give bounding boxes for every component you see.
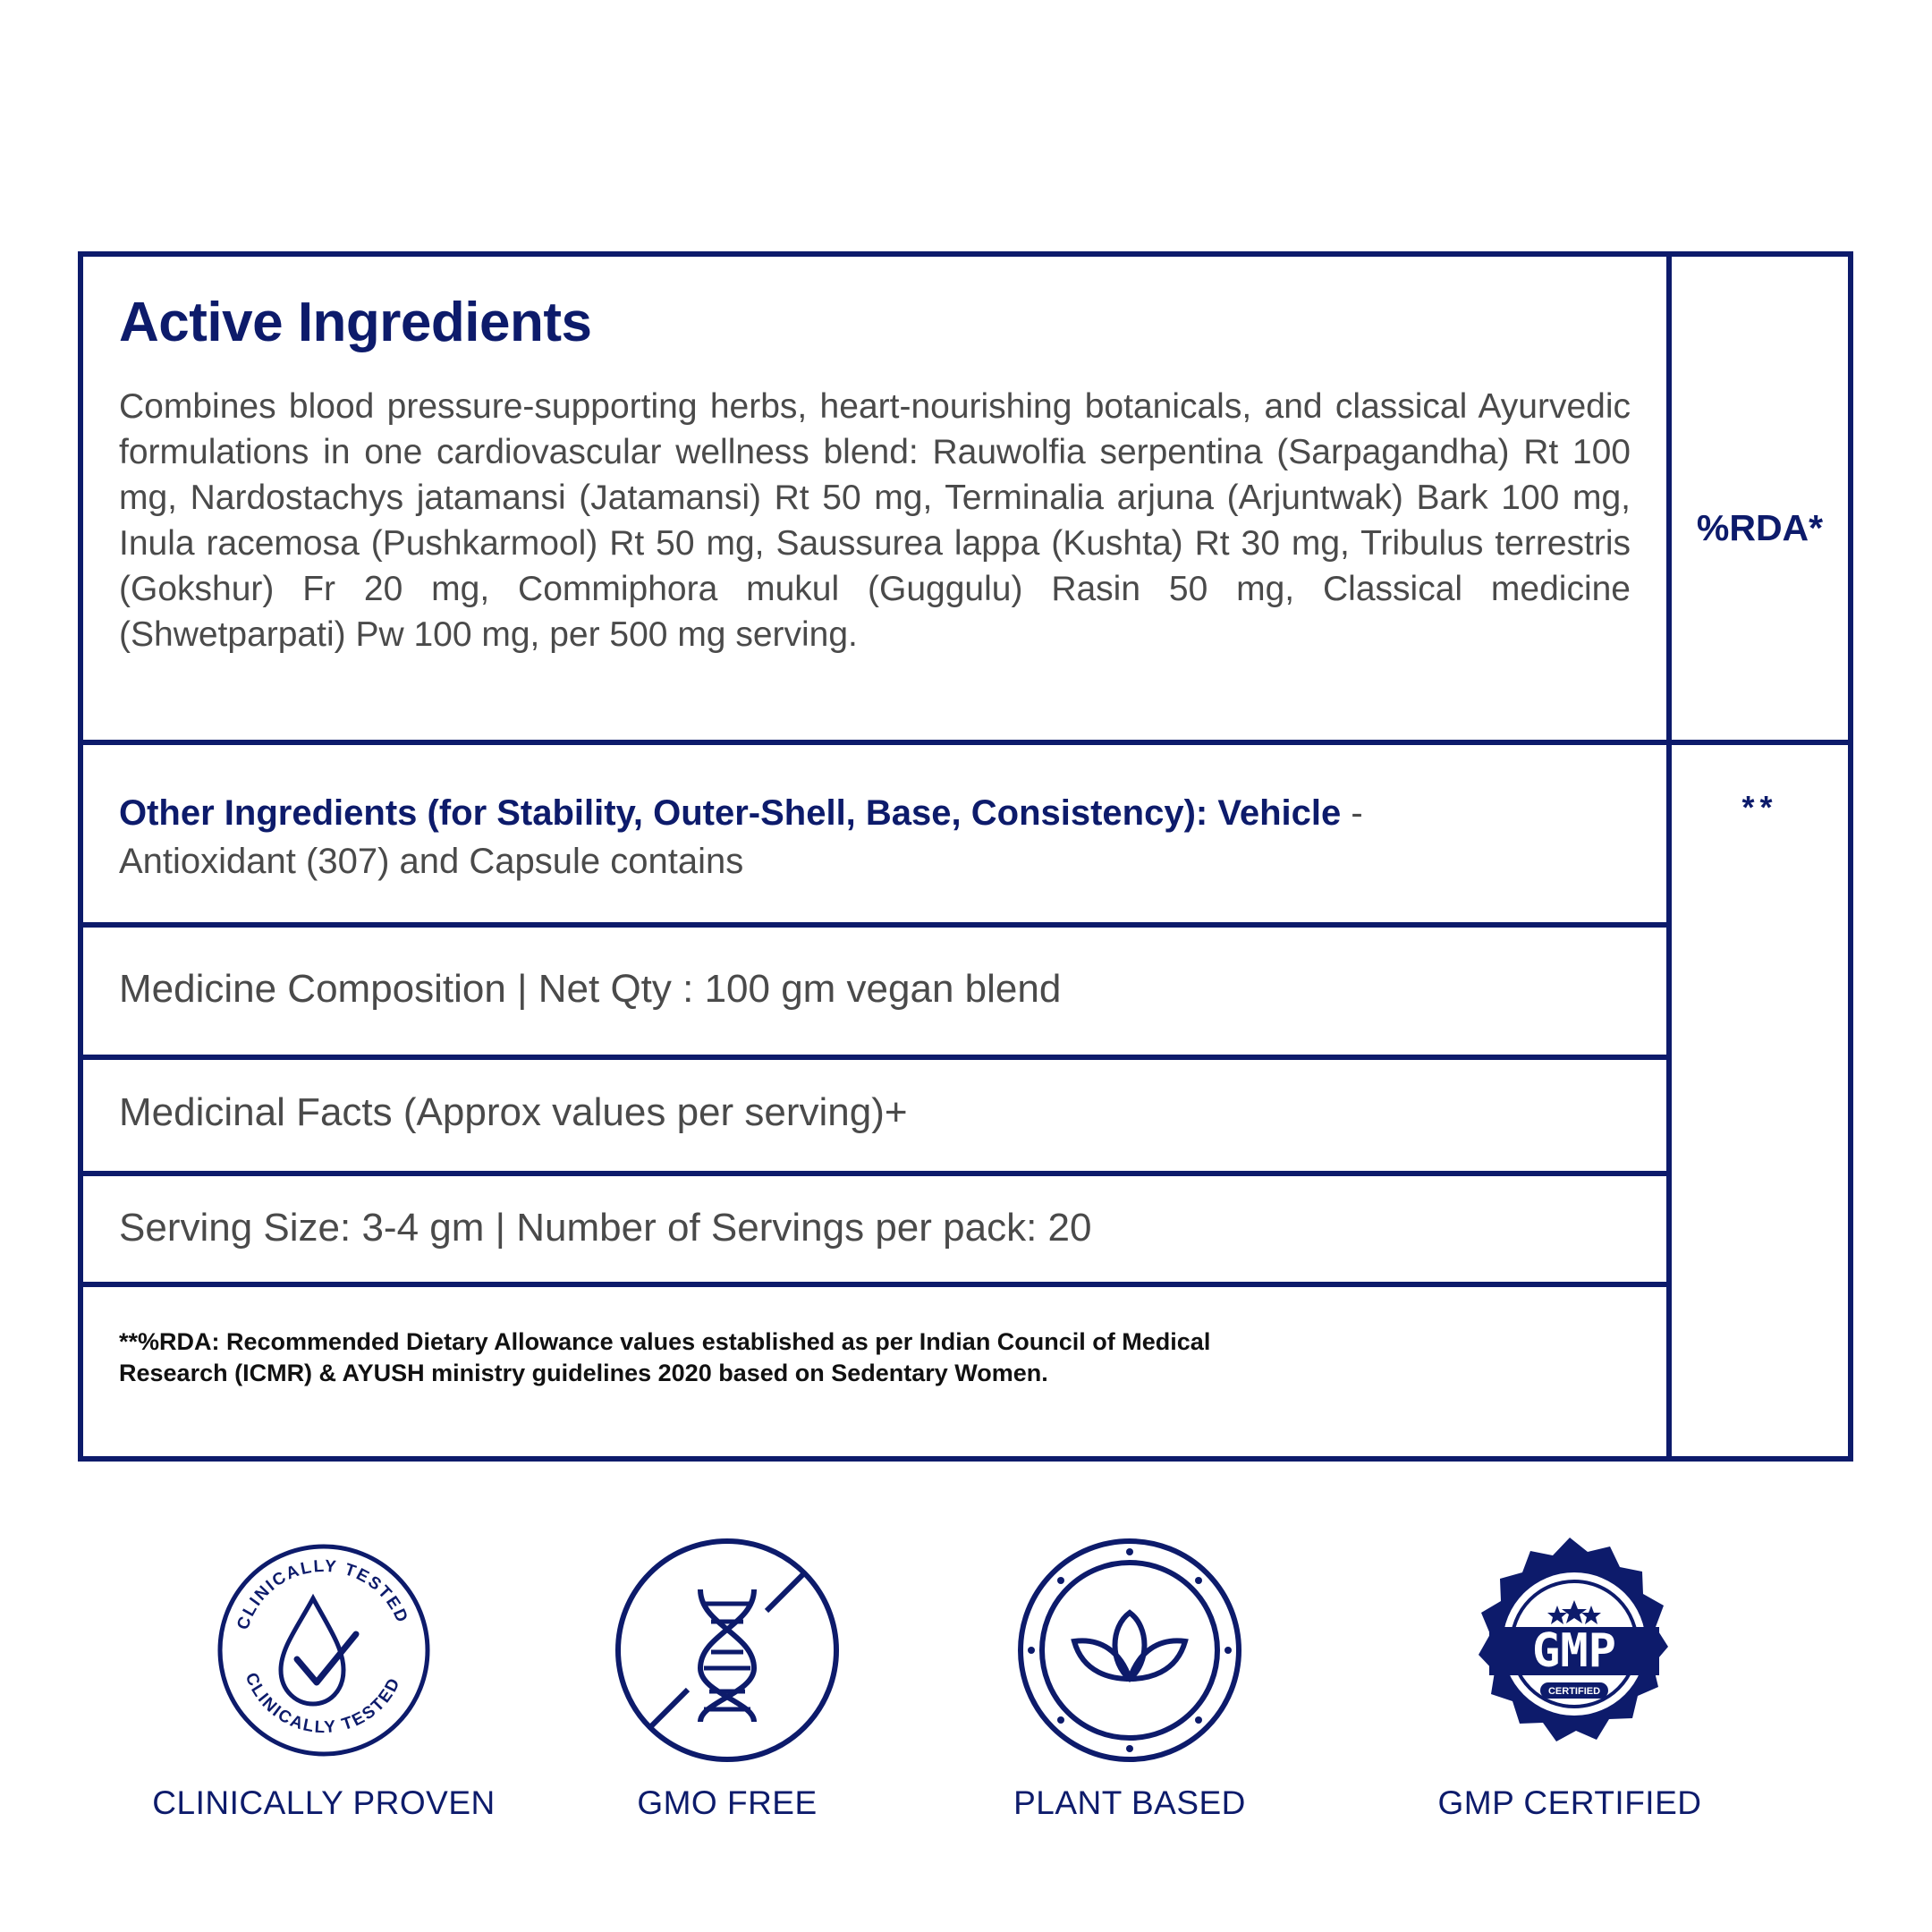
rda-footnote-line1: **%RDA: Recommended Dietary Allowance values established as per Indian Council of Medical (119, 1328, 1211, 1355)
gmp-seal-text: GMP (1532, 1624, 1616, 1678)
composition-row: Medicine Composition | Net Qty : 100 gm vegan blend (119, 967, 1062, 1011)
no-dna-icon (611, 1534, 843, 1767)
medicinal-facts-row: Medicinal Facts (Approx values per serving)+ (119, 1090, 908, 1134)
gmp-certified-label: GMP CERTIFIED (1437, 1784, 1702, 1821)
row-divider (83, 1055, 1672, 1060)
other-ingredients-value: Antioxidant (307) and Capsule contains (119, 842, 744, 881)
rda-footnote (119, 1326, 1371, 1389)
gmo-free-label: GMO FREE (637, 1784, 818, 1821)
clinically-proven-label: CLINICALLY PROVEN (152, 1784, 496, 1821)
column-divider (1666, 257, 1672, 1456)
gmp-seal-icon (1453, 1534, 1686, 1767)
rda-footnote-line2: Research (ICMR) & AYUSH ministry guidelines 2020 based on Sedentary Women. (119, 1360, 1048, 1386)
other-ingredients-row (119, 789, 1631, 886)
gmp-seal-subtext: CERTIFIED (1547, 1686, 1601, 1697)
row-divider (83, 1282, 1672, 1287)
row-divider (83, 740, 1848, 745)
other-ingredients-label: Other Ingredients (for Stability, Outer-Shell, Base, Consistency): Vehicle (119, 793, 1342, 833)
ingredients-panel (78, 251, 1853, 1462)
lotus-icon (1013, 1534, 1246, 1767)
other-ingredients-dash: - (1341, 793, 1363, 833)
clinically-tested-icon (208, 1534, 440, 1767)
row-divider (83, 1171, 1672, 1176)
serving-size-row: Serving Size: 3-4 gm | Number of Servings per pack: 20 (119, 1206, 1092, 1250)
plant-based-label: PLANT BASED (1013, 1784, 1246, 1821)
other-ingredients-rda: ** (1741, 789, 1778, 826)
active-ingredients-description: Combines blood pressure-supporting herbs, heart-nourishing botanicals, and classical Ayurvedic formulations in one cardiovascular wellness blend: Rauwolfia serpentina (Sarpagandha) Rt 100 mg, Nardostachys jatamansi (Jatamansi) Rt 50 mg, Terminalia arjuna (Arjuntwak) Bark 100 mg, Inula racemosa (Pushkarmool) Rt 50 mg, Saussurea lappa (Kushta) Rt 30 mg, Tribulus terrestris (Gokshur) Fr 20 mg, Commiphora mukul (Guggulu) Rasin 50 mg, Classical medicine (Shwetparpati) Pw 100 mg, per 500 mg serving. (119, 387, 1631, 654)
seal-bottom-text: CLINICALLY TESTED (241, 1670, 405, 1738)
row-divider (83, 922, 1672, 928)
seal-top-text: CLINICALLY TESTED (233, 1556, 412, 1632)
active-ingredients-title: Active Ingredients (119, 292, 592, 353)
rda-header: %RDA* (1696, 507, 1824, 548)
